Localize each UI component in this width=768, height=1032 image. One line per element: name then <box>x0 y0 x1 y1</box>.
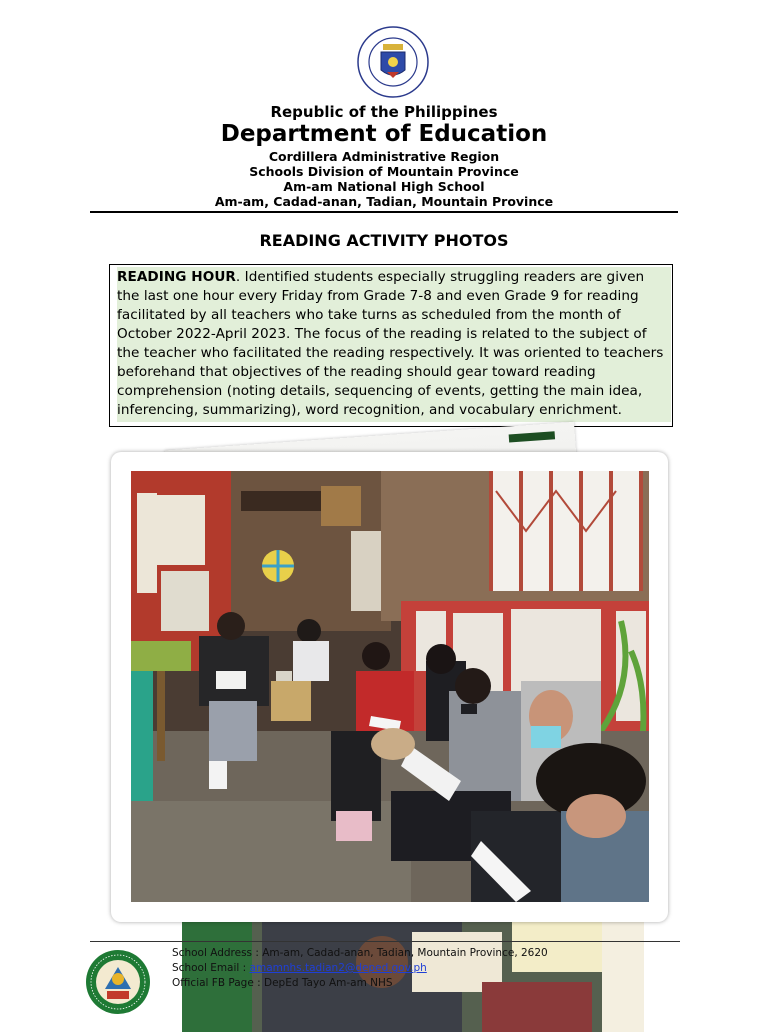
footer-email-label: School Email : <box>172 962 250 974</box>
republic-heading: Republic of the Philippines <box>270 103 498 121</box>
header-divider <box>90 211 678 213</box>
footer-fb-page: Official FB Page : DepEd Tayo Am-am NHS <box>172 977 393 989</box>
footer-school-address: School Address : Am-am, Cadad-anan, Tadian, Mountain Province, 2620 <box>172 947 548 959</box>
reading-activity-photo <box>131 471 649 902</box>
deped-seal-logo <box>357 26 429 98</box>
department-heading: Department of Education <box>220 121 548 147</box>
division-line: Schools Division of Mountain Province <box>249 164 519 179</box>
reading-body: . Identified students especially struggling readers are given the last one hour every Friday from Grade 7-8 and even Grade 9 for reading facilitated by all teachers who take turns as scheduled from the month of October 2022-April 2023. The focus of the reading is related to the subject of the teacher who facilitated the reading respectively. It was oriented to teachers beforehand that objectives of the reading should gear toward reading comprehension (noting details, sequencing of events, getting the main idea, inferencing, summarizing), word recognition, and vocabulary enrichment. <box>117 269 664 418</box>
footer-email-line <box>172 962 427 974</box>
school-address-line: Am-am, Cadad-anan, Tadian, Mountain Province <box>214 194 554 209</box>
section-title: READING ACTIVITY PHOTOS <box>259 231 509 250</box>
school-name-line: Am-am National High School <box>283 179 485 194</box>
reading-lead: READING HOUR <box>117 269 236 285</box>
footer-divider <box>90 941 680 942</box>
footer-email-link[interactable]: amamnhs.tadian2@deped.gov.ph <box>249 962 427 974</box>
reading-description-box <box>109 264 673 427</box>
region-line: Cordillera Administrative Region <box>268 149 500 164</box>
reading-description-text <box>117 267 671 422</box>
school-logo <box>85 949 151 1015</box>
